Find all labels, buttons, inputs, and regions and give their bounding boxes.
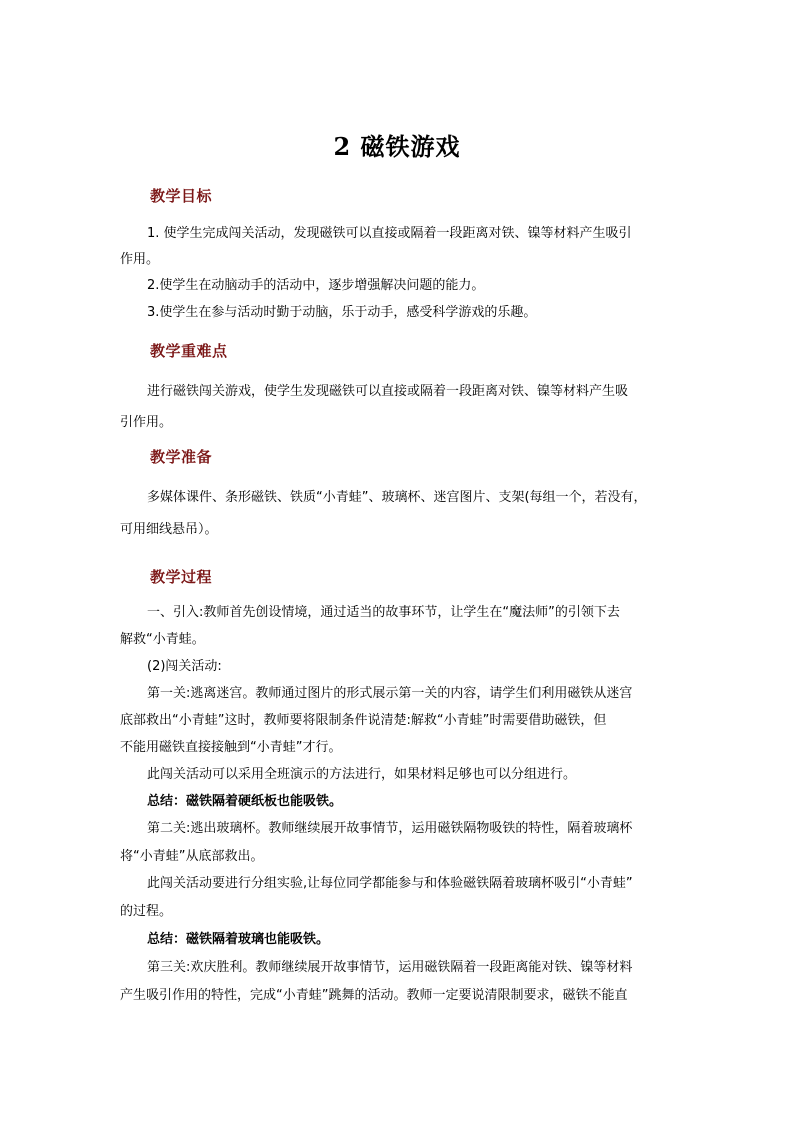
- heading-key-points: 教学重难点: [150, 342, 228, 360]
- process-line-4: 第一关:逃离迷宫。教师通过图片的形式展示第一关的内容，请学生们利用磁铁从迷宫: [147, 686, 633, 701]
- summary-line-2: 总结：磁铁隔着玻璃也能吸铁。: [147, 932, 330, 947]
- process-line-12: 的过程。: [120, 904, 173, 919]
- summary-line-1: 总结：磁铁隔着硬纸板也能吸铁。: [147, 794, 343, 809]
- heading-teaching-goals: 教学目标: [150, 187, 213, 205]
- process-line-9: 第二关:逃出玻璃杯。教师继续展开故事情节，运用磁铁隔物吸铁的特性，隔着玻璃杯: [147, 821, 633, 836]
- preparation-line-1: 多媒体课件、条形磁铁、铁质“小青蛙”、玻璃杯、迷宫图片、支架(每组一个，若没有，: [147, 490, 647, 505]
- process-line-6: 不能用磁铁直接接触到“小青蛙”才行。: [120, 740, 342, 755]
- goals-line-1: 1. 使学生完成闯关活动，发现磁铁可以直接或隔着一段距离对铁、镍等材料产生吸引: [147, 226, 632, 241]
- process-line-1: 一、引入:教师首先创设情境，通过适当的故事环节，让学生在“魔法师”的引领下去: [147, 605, 620, 620]
- goals-line-3: 2.使学生在动脑动手的活动中，逐步增强解决问题的能力。: [147, 278, 485, 293]
- heading-preparation: 教学准备: [150, 448, 213, 466]
- process-line-11: 此闯关活动要进行分组实验,让每位同学都能参与和体验磁铁隔着玻璃杯吸引“小青蛙”: [147, 876, 633, 891]
- preparation-line-2: 可用细线悬吊）。: [120, 522, 218, 537]
- goals-line-2: 作用。: [120, 252, 160, 267]
- process-line-5: 底部救出“小青蛙”这时，教师要将限制条件说清楚:解救“小青蛙”时需要借助磁铁，但: [120, 713, 607, 728]
- process-line-2: 解救“小青蛙。: [120, 632, 205, 647]
- process-line-10: 将“小青蛙”从底部救出。: [120, 849, 264, 864]
- goals-line-4: 3.使学生在参与活动时勤于动脑，乐于动手，感受科学游戏的乐趣。: [147, 305, 537, 320]
- key-points-line-2: 引作用。: [120, 415, 173, 430]
- process-line-15: 产生吸引作用的特性，完成“小青蛙”跳舞的活动。教师一定要说清限制要求，磁铁不能直: [120, 988, 628, 1003]
- heading-teaching-process: 教学过程: [150, 568, 213, 586]
- key-points-line-1: 进行磁铁闯关游戏，使学生发现磁铁可以直接或隔着一段距离对铁、镍等材料产生吸: [147, 384, 629, 399]
- page-title: 2 磁铁游戏: [333, 132, 461, 161]
- process-line-7: 此闯关活动可以采用全班演示的方法进行，如果材料足够也可以分组进行。: [147, 767, 577, 782]
- process-line-14: 第三关:欢庆胜利。教师继续展开故事情节，运用磁铁隔着一段距离能对铁、镍等材料: [147, 960, 633, 975]
- process-line-3: (2)闯关活动:: [147, 659, 222, 674]
